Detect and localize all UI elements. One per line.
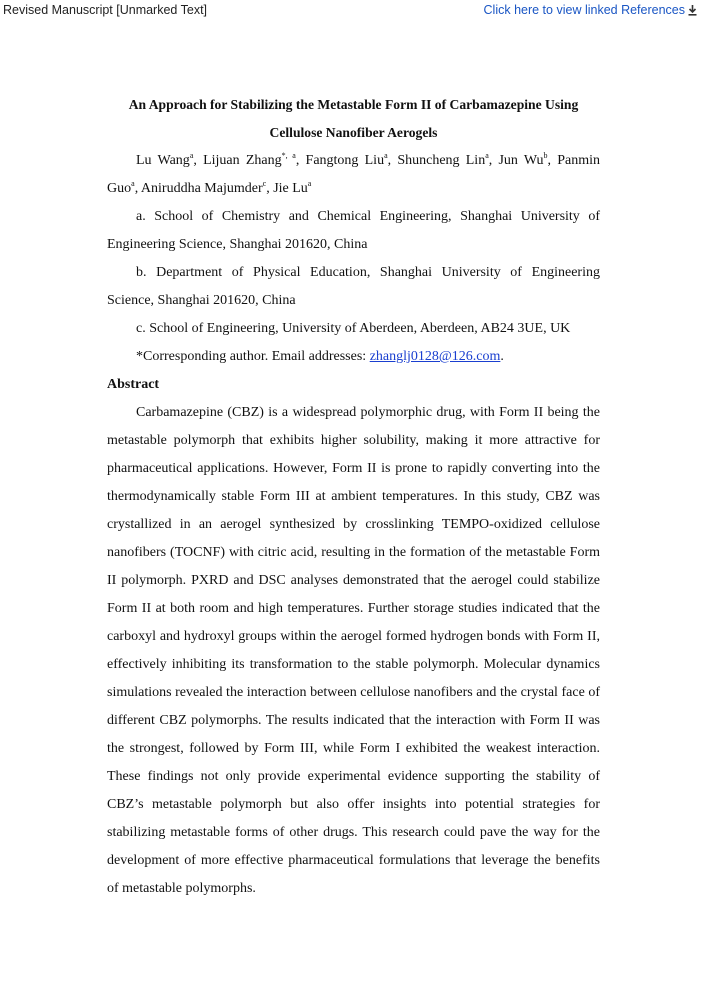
author-name: Fangtong Liu: [305, 153, 385, 168]
author-affiliation-mark: a: [131, 179, 135, 188]
paper-title-line-1: An Approach for Stabilizing the Metastable Form II of Carbamazepine Using: [128, 97, 579, 112]
abstract-text: Carbamazepine (CBZ) is a widespread polymorphic drug, with Form II being the metastable polymorph that exhibits higher solubility, making it more attractive for pharmaceutical applications. However, Form II is prone to rapidly converting into the thermodynamically stable Form III at ambient temperatures. In this study, CBZ was crystallized in an aerogel synthesized by crosslinking TEMPO-oxidized cellulose nanofibers (TOCNF) with citric acid, resulting in the formation of the metastable Form II polymorph. PXRD and DSC analyses demonstrated that the aerogel could stabilize Form II at both room and high temperatures. Further storage studies indicated that the carboxyl and hydroxyl groups within the aerogel formed hydrogen bonds with Form II, effectively inhibiting its transformation to the stable polymorph. Molecular dynamics simulations revealed the interaction between cellulose nanofibers and the crystal face of different CBZ polymorphs. The results indicated that the interaction with Form II was the strongest, followed by Form III, while Form I exhibited the weakest interaction. These findings not only provide experimental evidence supporting the stability of CBZ’s metastable polymorph but also offer insights into potential strategies for stabilizing metastable forms of other drugs. This research could pave the way for the development of more effective pharmaceutical formulations that leverage the benefits of metastable polymorphs.: [107, 405, 600, 896]
linked-references-link[interactable]: [484, 3, 697, 19]
author-name: Aniruddha Majumder: [140, 181, 263, 196]
paper-title: [107, 91, 600, 147]
author-affiliation-mark: *, a: [281, 151, 296, 160]
download-icon[interactable]: [688, 5, 697, 19]
author-affiliation-mark: b: [543, 151, 548, 160]
author-name: Shuncheng Lin: [397, 153, 486, 168]
linked-references-label[interactable]: Click here to view linked References: [483, 3, 685, 17]
author-name: Lu Wang: [136, 153, 190, 168]
manuscript-status-label: Revised Manuscript [Unmarked Text]: [3, 3, 208, 17]
affiliation-c: c. School of Engineering, University of Aberdeen, Aberdeen, AB24 3UE, UK: [136, 321, 571, 336]
author-affiliation-mark: c: [262, 179, 267, 188]
paper-body: [107, 91, 600, 903]
author-list: Lu Wang$^a$, Lijuan Zhang$^{*, a}$, Fangtong Liu$^a$, Shuncheng Lin$^a$, Jun Wu$^b$, Panmin Guo$^a$, Aniruddha Majumder$^c$, Jie Lu$^a$: [107, 151, 601, 196]
corresponding-author-label: *Corresponding author. Email addresses:: [136, 349, 370, 364]
author-name: Jun Wu: [498, 153, 544, 168]
paper-title-line-2: Cellulose Nanofiber Aerogels: [269, 125, 438, 140]
corresponding-author: [107, 343, 600, 371]
author-affiliation-mark: a: [307, 179, 312, 188]
affiliation-b: b. Department of Physical Education, Shanghai University of Engineering Science, Shanghai 201620, China: [107, 265, 600, 308]
corresponding-email-suffix: .: [500, 349, 504, 364]
abstract-heading: Abstract: [107, 377, 160, 392]
author-affiliation-mark: a: [485, 151, 489, 160]
corresponding-email-link[interactable]: zhanglj0128@126.com: [369, 349, 501, 364]
author-affiliation-mark: a: [384, 151, 388, 160]
author-name: Lijuan Zhang: [203, 153, 282, 168]
affiliation-a: a. School of Chemistry and Chemical Engineering, Shanghai University of Engineering Science, Shanghai 201620, China: [107, 209, 600, 252]
author-affiliation-mark: a: [189, 151, 194, 160]
author-name: Jie Lu: [273, 181, 308, 196]
author-name: Panmin Guo: [107, 153, 601, 196]
